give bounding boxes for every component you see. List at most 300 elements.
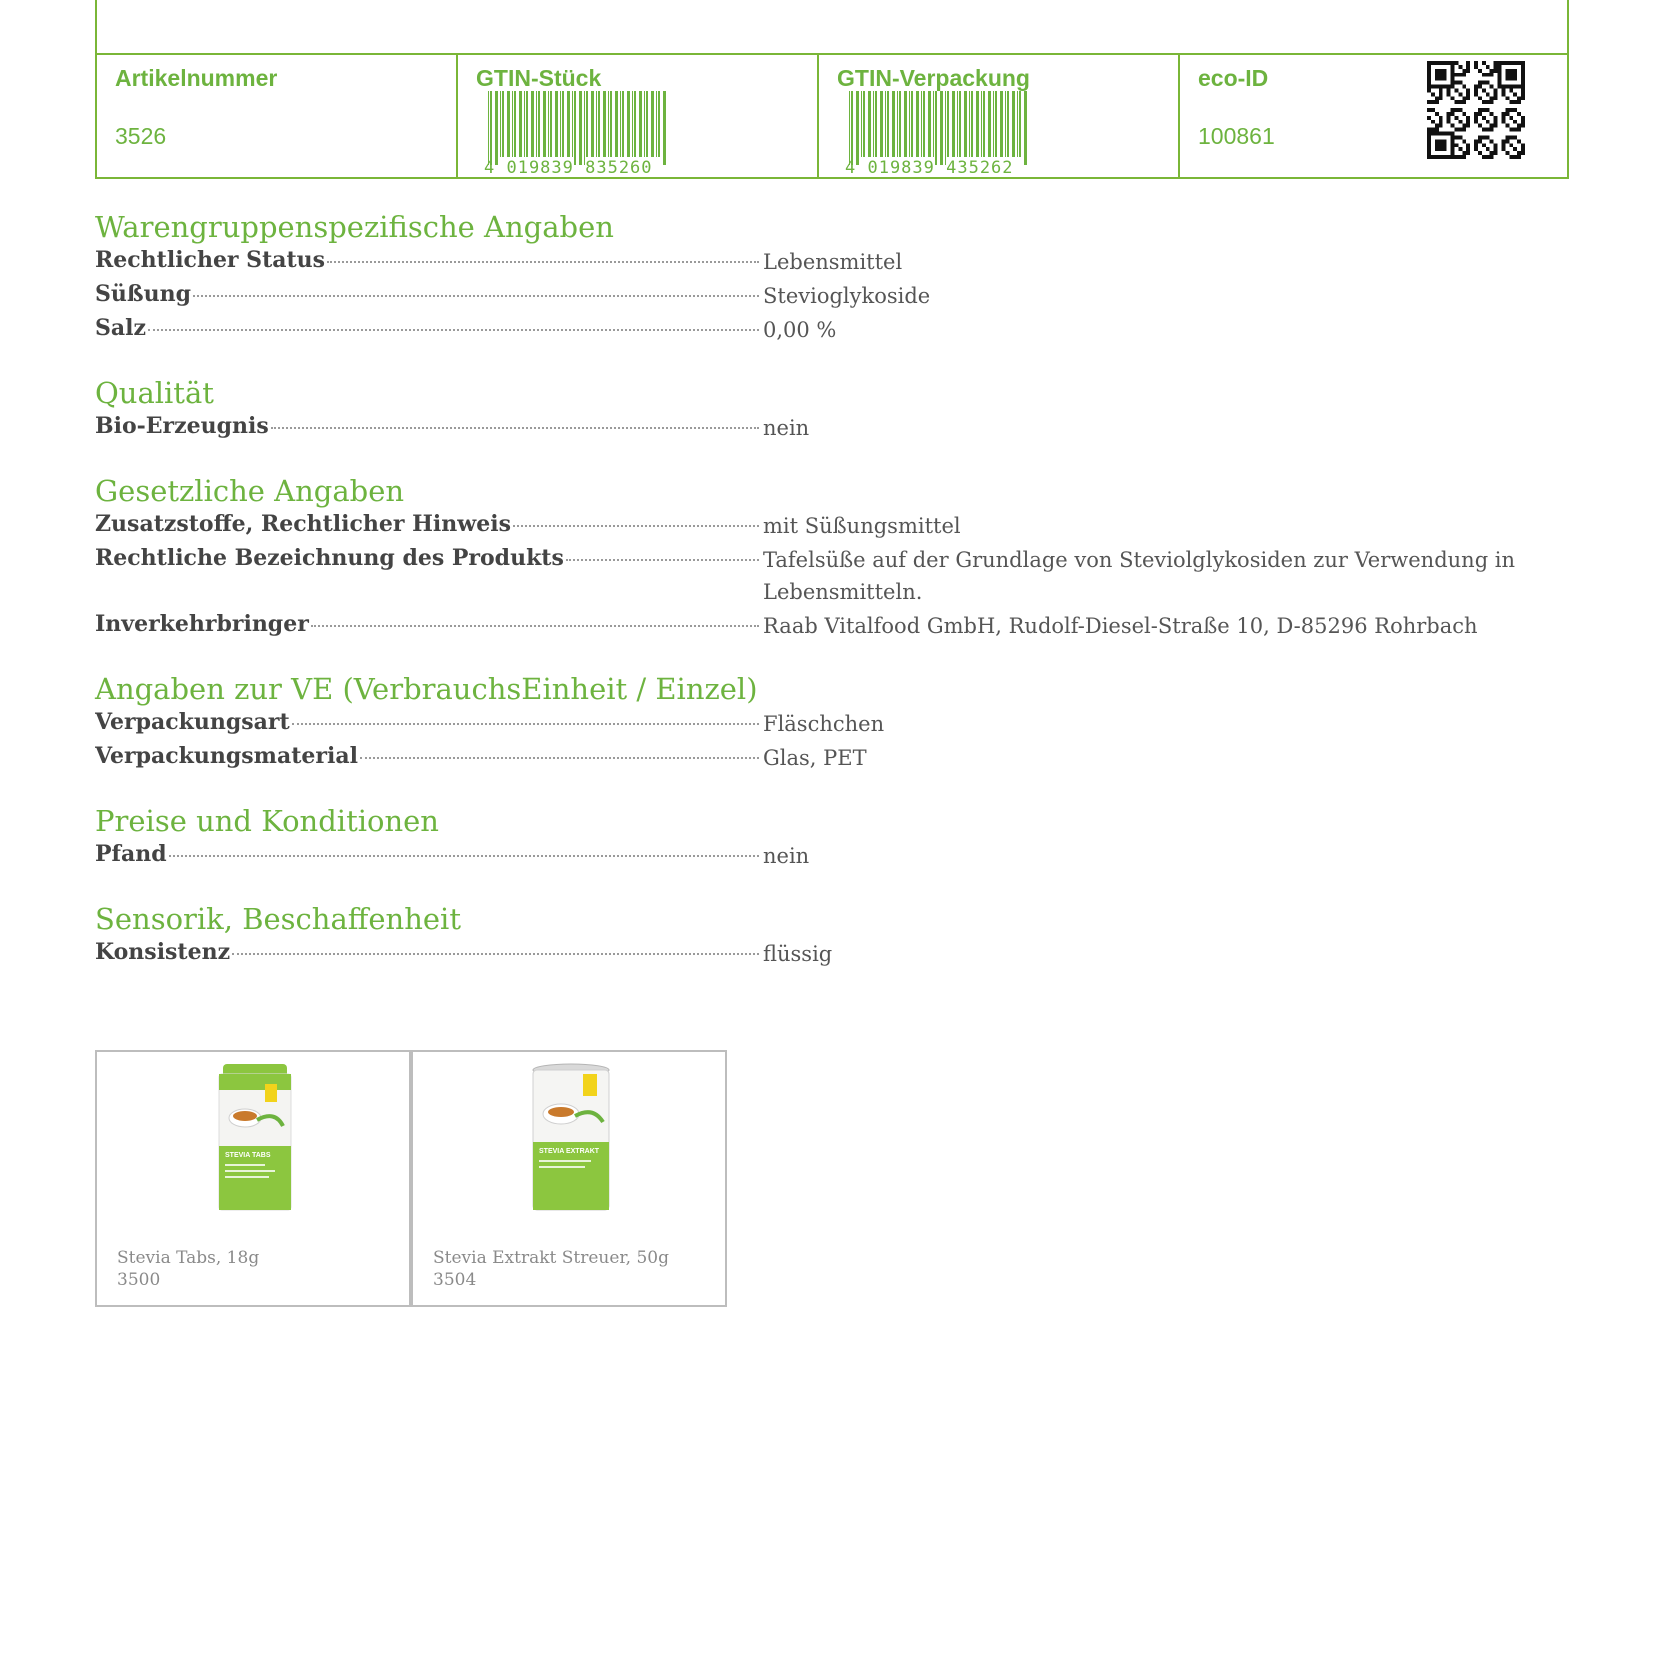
barcode-bar [892, 91, 895, 157]
detail-key: Verpackungsmaterial [95, 743, 358, 769]
barcode-bar [538, 91, 540, 157]
qr-module [1517, 100, 1521, 104]
detail-row [95, 410, 1569, 444]
qr-module [1474, 143, 1478, 147]
qr-module [1439, 92, 1443, 96]
qr-module [1435, 132, 1439, 136]
gtin-verpackung-label: GTIN-Verpackung [837, 65, 1030, 91]
section-title: Sensorik, Beschaffenheit [95, 902, 461, 936]
barcode-bar [514, 91, 516, 157]
qr-module [1431, 155, 1435, 159]
qr-module [1517, 151, 1521, 155]
qr-module [1439, 120, 1443, 124]
qr-module [1521, 124, 1525, 128]
barcode-bar [596, 91, 597, 157]
qr-module [1517, 128, 1521, 132]
qr-module [1462, 100, 1466, 104]
qr-module [1435, 112, 1439, 116]
detail-key: Rechtliche Bezeichnung des Produkts [95, 545, 564, 571]
barcode-bar [567, 91, 570, 157]
barcode-bar [1017, 91, 1018, 157]
detail-row [95, 508, 1569, 542]
qr-module [1435, 143, 1439, 147]
qr-module [1462, 139, 1466, 143]
barcode-bar [608, 91, 609, 157]
qr-module [1482, 81, 1486, 85]
detail-value: nein [763, 416, 810, 440]
qr-module [1439, 69, 1443, 73]
barcode-bar [921, 91, 922, 157]
qr-module [1451, 155, 1455, 159]
qr-module [1474, 92, 1478, 96]
qr-module [1443, 77, 1447, 81]
barcode-bar [639, 91, 642, 157]
artikelnummer-value: 3526 [115, 123, 167, 149]
qr-module [1501, 88, 1505, 92]
qr-module [1474, 139, 1478, 143]
barcode-bar [945, 91, 946, 165]
qr-module [1509, 85, 1513, 89]
qr-module [1521, 143, 1525, 147]
barcode-bar [598, 91, 600, 157]
product-card[interactable] [411, 1050, 727, 1307]
gtin-stueck-label: GTIN-Stück [476, 65, 602, 91]
qr-module [1451, 96, 1455, 100]
qr-module [1478, 151, 1482, 155]
detail-key: Bio-Erzeugnis [95, 413, 269, 439]
section-ve [95, 672, 1569, 774]
qr-module [1447, 155, 1451, 159]
qr-module [1521, 92, 1525, 96]
qr-module [1501, 116, 1505, 120]
qr-module [1501, 139, 1505, 143]
qr-module [1474, 61, 1478, 65]
qr-module [1486, 120, 1490, 124]
qr-module [1447, 112, 1451, 116]
qr-module [1427, 151, 1431, 155]
qr-module [1427, 139, 1431, 143]
barcode-bar [868, 91, 871, 157]
qr-module [1435, 100, 1439, 104]
qr-module [1505, 61, 1509, 65]
barcode-bar [981, 91, 982, 157]
qr-module [1482, 73, 1486, 77]
leader-dots [327, 261, 759, 263]
product-id-row [97, 53, 1567, 177]
qr-module [1509, 116, 1513, 120]
qr-module [1462, 124, 1466, 128]
barcode-bar [524, 91, 525, 157]
qr-module [1435, 96, 1439, 100]
section-qualitaet [95, 376, 1569, 444]
qr-module [1454, 116, 1458, 120]
detail-key: Pfand [95, 841, 167, 867]
qr-module [1486, 147, 1490, 151]
section-gesetzlich [95, 474, 1569, 642]
barcode-bar [928, 91, 931, 157]
qr-module [1439, 132, 1443, 136]
leader-dots [513, 525, 759, 527]
qr-module [1505, 135, 1509, 139]
detail-value: Lebensmittel [763, 250, 903, 274]
qr-module [1458, 128, 1462, 132]
qr-module [1451, 112, 1455, 116]
qr-module [1478, 112, 1482, 116]
qr-module [1513, 155, 1517, 159]
qr-module [1517, 139, 1521, 143]
qr-module [1427, 65, 1431, 69]
detail-value: mit Süßungsmittel [763, 514, 961, 538]
qr-module [1509, 128, 1513, 132]
qr-module [1494, 65, 1498, 69]
qr-module [1474, 85, 1478, 89]
qr-module [1466, 92, 1470, 96]
qr-module [1435, 139, 1439, 143]
barcode-bar [885, 91, 886, 157]
qr-module [1447, 85, 1451, 89]
barcode-bar [603, 91, 606, 157]
qr-module [1478, 96, 1482, 100]
qr-module [1435, 73, 1439, 77]
barcode-bar [1019, 91, 1021, 157]
qr-module [1431, 108, 1435, 112]
qr-module [1466, 96, 1470, 100]
qr-module [1513, 85, 1517, 89]
qr-module [1451, 85, 1455, 89]
qr-module [1494, 116, 1498, 120]
qr-module [1439, 124, 1443, 128]
detail-value: Glas, PET [763, 746, 867, 770]
qr-module [1451, 81, 1455, 85]
qr-module [1466, 124, 1470, 128]
qr-module [1501, 147, 1505, 151]
detail-key: Salz [95, 315, 146, 341]
package-label: STEVIA TABS [225, 1152, 271, 1159]
barcode-bar [627, 91, 630, 157]
qr-module [1431, 120, 1435, 124]
qr-module [1435, 77, 1439, 81]
qr-module [1462, 96, 1466, 100]
barcode-bar [988, 91, 991, 157]
qr-module [1458, 135, 1462, 139]
qr-module [1498, 77, 1502, 81]
qr-module [1521, 85, 1525, 89]
qr-module [1513, 100, 1517, 104]
barcode-bar [495, 91, 498, 165]
qr-module [1427, 135, 1431, 139]
barcode-bar [947, 91, 949, 157]
barcode-bar [897, 91, 898, 157]
barcode-bar [969, 91, 970, 157]
qr-module [1454, 100, 1458, 104]
barcode-bar [861, 91, 862, 157]
stevia-extrakt-package-image [521, 1062, 621, 1212]
qr-module [1486, 65, 1490, 69]
qr-module [1454, 108, 1458, 112]
qr-module [1509, 61, 1513, 65]
barcode-bar [1012, 91, 1015, 157]
qr-module [1427, 147, 1431, 151]
qr-module [1498, 65, 1502, 69]
qr-module [1435, 85, 1439, 89]
qr-module [1498, 81, 1502, 85]
barcode-bar [1000, 91, 1003, 157]
qr-module [1458, 147, 1462, 151]
qr-module [1490, 69, 1494, 73]
qr-module [1482, 135, 1486, 139]
qr-module [1513, 73, 1517, 77]
qr-module [1490, 73, 1494, 77]
barcode-bar [656, 91, 657, 157]
qr-module [1494, 88, 1498, 92]
qr-module [1462, 73, 1466, 77]
qr-module [1478, 81, 1482, 85]
qr-module [1501, 120, 1505, 124]
qr-module [1447, 116, 1451, 120]
qr-module [1458, 92, 1462, 96]
qr-module [1486, 92, 1490, 96]
leader-dots [193, 295, 759, 297]
qr-module [1447, 120, 1451, 124]
barcode-bar [880, 91, 883, 157]
qr-module [1490, 139, 1494, 143]
qr-module [1462, 112, 1466, 116]
detail-row [95, 740, 1569, 774]
qr-module [1517, 112, 1521, 116]
barcode-bar [935, 91, 937, 165]
section-title: Preise und Konditionen [95, 804, 439, 838]
barcode-bar [995, 91, 997, 157]
qr-module [1454, 143, 1458, 147]
qr-module [1466, 61, 1470, 65]
qr-module [1443, 139, 1447, 143]
qr-module [1451, 65, 1455, 69]
barcode-bar [899, 91, 901, 157]
detail-row [95, 542, 1569, 608]
product-id-table [95, 0, 1569, 179]
qr-module [1466, 116, 1470, 120]
barcode-bar [531, 91, 534, 157]
qr-module [1458, 81, 1462, 85]
product-card[interactable] [95, 1050, 411, 1307]
gtin-stueck-barcode [484, 91, 670, 175]
product-number: 3504 [433, 1270, 477, 1290]
product-name: Stevia Tabs, 18g [117, 1248, 260, 1268]
qr-module [1513, 69, 1517, 73]
qr-module [1451, 77, 1455, 81]
qr-module [1505, 77, 1509, 81]
barcode-bar [971, 91, 973, 157]
qr-module [1431, 61, 1435, 65]
qr-module [1458, 155, 1462, 159]
detail-row [95, 936, 1569, 970]
qr-module [1501, 85, 1505, 89]
qr-module [1513, 61, 1517, 65]
qr-module [1431, 128, 1435, 132]
product-name: Stevia Extrakt Streuer, 50g [433, 1248, 669, 1268]
qr-module [1478, 135, 1482, 139]
qr-module [1521, 81, 1525, 85]
qr-module [1517, 85, 1521, 89]
qr-module [1505, 108, 1509, 112]
barcode-bar [586, 91, 588, 157]
qr-module [1513, 147, 1517, 151]
qr-module [1462, 151, 1466, 155]
qr-module [1439, 61, 1443, 65]
stevia-tabs-package-image [205, 1062, 305, 1212]
qr-module [1517, 155, 1521, 159]
qr-module [1490, 128, 1494, 132]
qr-module [1427, 155, 1431, 159]
qr-module [1513, 92, 1517, 96]
qr-module [1521, 116, 1525, 120]
qr-module [1466, 120, 1470, 124]
barcode-bar [1024, 91, 1027, 165]
qr-module [1451, 143, 1455, 147]
product-details [95, 210, 1569, 1000]
qr-module [1443, 132, 1447, 136]
detail-key: Inverkehrbringer [95, 611, 309, 637]
related-products [95, 1050, 727, 1307]
qr-module [1458, 73, 1462, 77]
qr-module [1462, 69, 1466, 73]
qr-module [1494, 61, 1498, 65]
barcode-bar [993, 91, 994, 157]
qr-module [1509, 108, 1513, 112]
qr-module [1435, 155, 1439, 159]
qr-module [1490, 155, 1494, 159]
qr-module [1454, 135, 1458, 139]
detail-key: Konsistenz [95, 939, 231, 965]
qr-module [1498, 85, 1502, 89]
barcode-bar [615, 91, 618, 157]
detail-value: nein [763, 844, 810, 868]
leader-dots [311, 625, 759, 627]
qr-module [1517, 96, 1521, 100]
qr-module [1490, 100, 1494, 104]
qr-module [1451, 151, 1455, 155]
qr-module [1494, 151, 1498, 155]
qr-module [1478, 108, 1482, 112]
section-warengruppe [95, 210, 1569, 346]
barcode-bar [507, 91, 510, 157]
qr-module [1439, 88, 1443, 92]
qr-module [1482, 61, 1486, 65]
qr-module [1521, 69, 1525, 73]
qr-module [1509, 100, 1513, 104]
qr-module [1486, 128, 1490, 132]
barcode-bar [490, 91, 492, 165]
qr-module [1447, 132, 1451, 136]
detail-row [95, 278, 1569, 312]
qr-module [1521, 96, 1525, 100]
detail-value: flüssig [763, 942, 833, 966]
qr-module [1501, 143, 1505, 147]
qr-module [1466, 151, 1470, 155]
qr-module [1482, 108, 1486, 112]
qr-module [1466, 65, 1470, 69]
qr-code-icon [1427, 61, 1525, 159]
qr-module [1490, 112, 1494, 116]
qr-module [1451, 135, 1455, 139]
qr-module [1427, 61, 1431, 65]
qr-module [1513, 120, 1517, 124]
qr-module [1501, 112, 1505, 116]
qr-module [1427, 85, 1431, 89]
qr-module [1451, 69, 1455, 73]
barcode-bar [512, 91, 513, 157]
leader-dots [169, 855, 759, 857]
qr-module [1427, 143, 1431, 147]
detail-row [95, 608, 1569, 642]
qr-module [1431, 100, 1435, 104]
qr-module [1439, 143, 1443, 147]
barcode-bar [887, 91, 889, 157]
qr-module [1435, 128, 1439, 132]
qr-module [1427, 88, 1431, 92]
qr-module [1439, 116, 1443, 120]
qr-module [1521, 88, 1525, 92]
qr-module [1486, 108, 1490, 112]
qr-module [1427, 77, 1431, 81]
qr-module [1517, 124, 1521, 128]
barcode-bar [620, 91, 621, 157]
qr-module [1505, 112, 1509, 116]
barcode-bar [911, 91, 913, 157]
qr-module [1521, 65, 1525, 69]
qr-module [1443, 155, 1447, 159]
qr-module [1478, 139, 1482, 143]
qr-module [1466, 69, 1470, 73]
qr-module [1451, 108, 1455, 112]
barcode-bar [560, 91, 561, 157]
barcode-bar [1005, 91, 1006, 157]
eco-id-cell [1180, 55, 1567, 177]
barcode-bar [550, 91, 552, 157]
qr-module [1482, 116, 1486, 120]
qr-module [1486, 135, 1490, 139]
qr-module [1454, 81, 1458, 85]
qr-module [1427, 108, 1431, 112]
qr-module [1427, 116, 1431, 120]
barcode-bar [663, 91, 666, 165]
qr-module [1439, 77, 1443, 81]
qr-module [1474, 88, 1478, 92]
gtin-stueck-cell [458, 55, 819, 177]
qr-module [1501, 92, 1505, 96]
qr-module [1443, 143, 1447, 147]
qr-module [1494, 96, 1498, 100]
barcode-bar [572, 91, 573, 157]
detail-key: Zusatzstoffe, Rechtlicher Hinweis [95, 511, 511, 537]
qr-module [1454, 88, 1458, 92]
qr-module [1451, 139, 1455, 143]
barcode-bar [634, 91, 636, 157]
detail-value: Raab Vitalfood GmbH, Rudolf-Diesel-Straße 10, D-85296 Rohrbach [763, 614, 1478, 638]
qr-module [1447, 61, 1451, 65]
qr-module [1458, 100, 1462, 104]
qr-module [1439, 155, 1443, 159]
qr-module [1521, 151, 1525, 155]
qr-module [1443, 61, 1447, 65]
barcode-bar [849, 91, 850, 165]
qr-module [1439, 147, 1443, 151]
qr-module [1439, 73, 1443, 77]
qr-module [1431, 92, 1435, 96]
gtin-stueck-value: 4 019839 835260 [484, 158, 653, 175]
detail-key: Süßung [95, 281, 191, 307]
leader-dots [566, 559, 759, 561]
